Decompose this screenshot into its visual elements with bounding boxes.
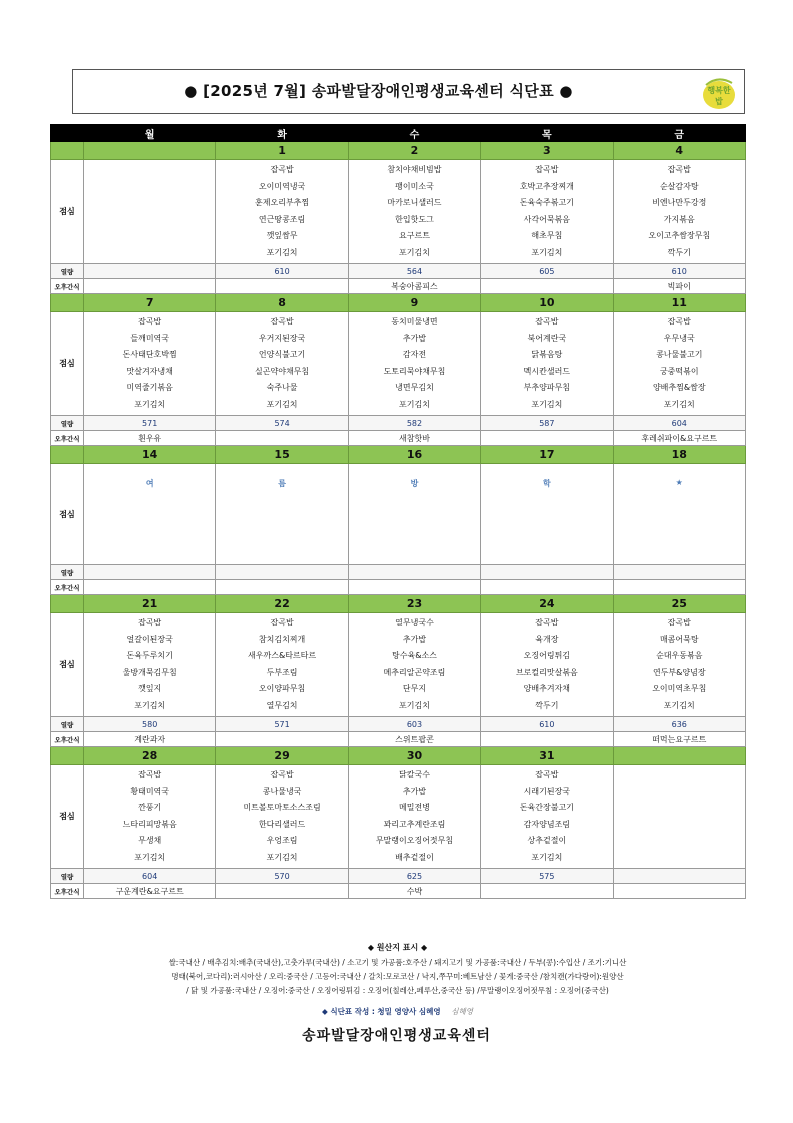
lunch-cell <box>481 613 613 717</box>
date-cell: 7 <box>84 294 216 312</box>
date-cell: 24 <box>481 595 613 613</box>
menu-item: 양배추겨자채 <box>523 684 571 694</box>
snack-cell: 스위트팝콘 <box>348 732 480 747</box>
snack-row <box>51 279 746 294</box>
menu-item: 미트볼토마토소스조림 <box>243 803 321 813</box>
menu-item: 잡곡밥 <box>138 770 162 779</box>
menu-item: 요구르트 <box>399 231 430 241</box>
date-cell: 28 <box>84 747 216 765</box>
date-cell: 9 <box>348 294 480 312</box>
menu-item: 포기김치 <box>531 852 563 862</box>
menu-item: 단무지 <box>402 684 427 694</box>
happy-meal-logo <box>698 73 738 111</box>
snack-cell <box>348 580 480 595</box>
menu-item: 양배추찜&쌈장 <box>652 383 706 393</box>
menu-item: 콩나물냉국 <box>262 786 302 796</box>
lunch-cell <box>348 613 480 717</box>
snack-cell <box>481 431 613 446</box>
snack-row <box>51 732 746 747</box>
menu-item: 닭칼국수 <box>399 770 430 779</box>
date-cell: 30 <box>348 747 480 765</box>
snack-cell <box>216 732 348 747</box>
menu-item: 참치김치찌개 <box>258 634 306 644</box>
lunch-cell <box>216 160 348 264</box>
menu-item: 잡곡밥 <box>535 770 559 779</box>
menu-item: 북어계란국 <box>527 333 567 343</box>
menu-item: 콩나물불고기 <box>656 350 703 360</box>
lunch-row <box>51 464 746 565</box>
date-cell: 8 <box>216 294 348 312</box>
menu-item: 한입핫도그 <box>395 214 434 224</box>
date-corner <box>51 142 84 160</box>
date-cell: 22 <box>216 595 348 613</box>
snack-cell <box>216 884 348 899</box>
kcal-cell <box>84 264 216 279</box>
menu-item: 포기김치 <box>134 852 166 862</box>
kcal-cell: 582 <box>348 416 480 431</box>
menu-item: 추가밥 <box>402 333 427 343</box>
menu-item: 육개장 <box>535 634 559 644</box>
kcal-cell: 625 <box>348 869 480 884</box>
origin-line-3: / 닭 및 가공품:국내산 / 오징어:중국산 / 오징어링튀김 : 오징어(칠레산,페루산,중국산 등) /무말랭이오징어젓무침 : 오징어(중국산) <box>186 986 609 995</box>
menu-item: 팽이미소국 <box>395 181 434 191</box>
snack-cell: 후레쉬파이&요구르트 <box>613 431 745 446</box>
menu-item: 잡곡밥 <box>667 317 691 326</box>
snack-label: 오후간식 <box>51 279 84 294</box>
author-line <box>50 1006 745 1017</box>
menu-item: 포기김치 <box>134 700 166 710</box>
menu-item: 오이미역냉국 <box>258 181 306 191</box>
menu-item: 순살감자탕 <box>659 181 699 191</box>
lunch-row <box>51 312 746 416</box>
snack-cell <box>216 431 348 446</box>
date-cell: 21 <box>84 595 216 613</box>
snack-cell: 복숭아콤피스 <box>348 279 480 294</box>
snack-cell <box>216 580 348 595</box>
menu-item: 감자양념조림 <box>523 819 571 829</box>
kcal-cell: 564 <box>348 264 480 279</box>
menu-item: 잡곡밥 <box>667 618 691 627</box>
signature: 심혜영 <box>451 1007 473 1016</box>
kcal-label: 열량 <box>51 264 84 279</box>
menu-item: 잡곡밥 <box>535 165 559 174</box>
snack-cell: 빅파이 <box>613 279 745 294</box>
menu-item: 오징어링튀김 <box>523 651 571 661</box>
lunch-row <box>51 613 746 717</box>
kcal-cell: 574 <box>216 416 348 431</box>
menu-item: 냉면무김치 <box>395 383 434 393</box>
vacation-cell: 름 <box>216 464 348 565</box>
svg-text:밥: 밥 <box>715 97 723 106</box>
menu-item: 순대우동볶음 <box>656 651 703 661</box>
svg-text:행복한: 행복한 <box>707 86 731 95</box>
snack-row <box>51 431 746 446</box>
snack-cell: 새참핫바 <box>348 431 480 446</box>
menu-item: 탕수육&소스 <box>392 651 437 661</box>
menu-item: 브로컬리맛살볶음 <box>515 667 578 677</box>
kcal-row <box>51 264 746 279</box>
lunch-cell <box>84 613 216 717</box>
menu-item: 포기김치 <box>663 700 695 710</box>
vacation-cell: 방 <box>348 464 480 565</box>
menu-item: 숙주나물 <box>266 383 298 393</box>
kcal-cell: 604 <box>613 416 745 431</box>
lunch-cell <box>216 765 348 869</box>
menu-item: 깍두기 <box>535 700 559 710</box>
kcal-cell: 575 <box>481 869 613 884</box>
menu-item: 포기김치 <box>399 399 430 409</box>
menu-item: 호박고추장찌개 <box>519 181 574 191</box>
snack-cell <box>216 279 348 294</box>
menu-item: 돈사태단호박찜 <box>122 350 177 360</box>
kcal-cell <box>481 565 613 580</box>
date-cell: 15 <box>216 446 348 464</box>
menu-item: 깐풍기 <box>138 803 162 813</box>
lunch-cell <box>613 613 745 717</box>
menu-item: 닭볶음탕 <box>531 350 563 360</box>
date-corner <box>51 747 84 765</box>
menu-item: 포기김치 <box>531 247 563 257</box>
kcal-row <box>51 416 746 431</box>
page-title: ● [2025년 7월] 송파발달장애인평생교육센터 식단표 ● <box>184 82 573 100</box>
lunch-row <box>51 765 746 869</box>
header-corner <box>51 125 84 142</box>
kcal-row <box>51 717 746 732</box>
snack-cell: 구운계란&요구르트 <box>84 884 216 899</box>
menu-item: 해초무침 <box>531 231 563 241</box>
kcal-cell <box>613 869 745 884</box>
date-cell: 31 <box>481 747 613 765</box>
kcal-cell <box>84 565 216 580</box>
menu-item: 우무냉국 <box>663 333 695 343</box>
snack-label: 오후간식 <box>51 431 84 446</box>
snack-cell: 떠먹는요구르트 <box>613 732 745 747</box>
menu-item: 두부조림 <box>266 667 298 677</box>
lunch-cell <box>348 312 480 416</box>
date-row <box>51 142 746 160</box>
weekday-1: 화 <box>216 125 348 142</box>
menu-item: 시래기된장국 <box>523 786 571 796</box>
kcal-label: 열량 <box>51 416 84 431</box>
weekday-2: 수 <box>348 125 480 142</box>
date-cell: 3 <box>481 142 613 160</box>
menu-item: 얼갈이된장국 <box>126 634 173 644</box>
menu-item: 미역줄기볶음 <box>126 383 173 393</box>
menu-item: 깻잎지 <box>138 684 162 694</box>
menu-item: 부추양파무침 <box>523 383 571 393</box>
lunch-label: 점심 <box>51 765 84 869</box>
menu-item: 연근땅콩조림 <box>258 214 306 224</box>
lunch-label: 점심 <box>51 312 84 416</box>
lunch-cell <box>84 312 216 416</box>
menu-item: 포기김치 <box>399 700 430 710</box>
menu-item: 돈육숙주볶고기 <box>519 198 574 208</box>
kcal-cell: 571 <box>216 717 348 732</box>
menu-item: 한다리샐러드 <box>258 819 306 829</box>
menu-item: 사각어묵볶음 <box>523 214 571 224</box>
menu-item: 우엉조림 <box>266 836 298 846</box>
menu-item: 깻잎쌈무 <box>266 231 298 241</box>
date-row <box>51 595 746 613</box>
snack-cell <box>613 580 745 595</box>
date-cell: 23 <box>348 595 480 613</box>
weekday-0: 월 <box>84 125 216 142</box>
menu-item: 오이양파무침 <box>258 684 306 694</box>
date-cell: 10 <box>481 294 613 312</box>
menu-item: 참치야채비빔밥 <box>387 165 442 174</box>
menu-item: 마카로니샐러드 <box>387 198 442 208</box>
menu-item: 훈제오리부추찜 <box>255 198 310 208</box>
menu-item: 잡곡밥 <box>138 317 162 326</box>
menu-item: 포기김치 <box>663 399 695 409</box>
menu-item: 잡곡밥 <box>535 618 559 627</box>
lunch-cell <box>348 160 480 264</box>
lunch-label: 점심 <box>51 613 84 717</box>
lunch-cell <box>481 160 613 264</box>
kcal-cell: 603 <box>348 717 480 732</box>
kcal-row <box>51 565 746 580</box>
lunch-cell <box>84 765 216 869</box>
menu-item: 오이고추쌈장무침 <box>648 231 711 241</box>
snack-label: 오후간식 <box>51 580 84 595</box>
menu-item: 잡곡밥 <box>270 770 294 779</box>
footer-title: 송파발달장애인평생교육센터 <box>302 1028 491 1044</box>
lunch-cell <box>216 312 348 416</box>
date-cell <box>613 747 745 765</box>
date-corner <box>51 446 84 464</box>
weekday-header <box>51 125 746 142</box>
snack-cell: 수박 <box>348 884 480 899</box>
menu-item: 포기김치 <box>531 399 563 409</box>
kcal-cell: 605 <box>481 264 613 279</box>
snack-cell <box>481 580 613 595</box>
menu-item: 열무냉국수 <box>395 618 434 627</box>
date-cell: 25 <box>613 595 745 613</box>
snack-label: 오후간식 <box>51 732 84 747</box>
date-corner <box>51 595 84 613</box>
menu-item: 잡곡밥 <box>270 165 294 174</box>
snack-cell <box>613 884 745 899</box>
menu-item: 무생채 <box>138 836 162 846</box>
date-cell: 1 <box>216 142 348 160</box>
menu-item: 포기김치 <box>399 247 430 257</box>
kcal-cell <box>613 565 745 580</box>
lunch-label: 점심 <box>51 160 84 264</box>
date-cell: 29 <box>216 747 348 765</box>
menu-item: 상추겉절이 <box>527 836 567 846</box>
menu-item: 돈육간장불고기 <box>519 803 574 813</box>
vacation-cell: 여 <box>84 464 216 565</box>
vacation-cell: ★ <box>613 464 745 565</box>
lunch-cell <box>481 765 613 869</box>
snack-cell <box>84 279 216 294</box>
menu-item: 잡곡밥 <box>667 165 691 174</box>
menu-item: 잡곡밥 <box>535 317 559 326</box>
snack-row <box>51 580 746 595</box>
menu-item: 추가밥 <box>402 634 427 644</box>
title-box <box>72 69 745 114</box>
kcal-cell: 610 <box>613 264 745 279</box>
lunch-cell <box>216 613 348 717</box>
menu-item: 들깨미역국 <box>130 333 170 343</box>
snack-cell <box>481 279 613 294</box>
kcal-cell: 570 <box>216 869 348 884</box>
author-text: ◆ 식단표 작성 : 청밀 영양사 심혜영 <box>322 1007 441 1016</box>
lunch-cell <box>84 160 216 264</box>
date-cell: 14 <box>84 446 216 464</box>
lunch-cell <box>348 765 480 869</box>
menu-item: 실곤약야채무침 <box>255 366 310 376</box>
menu-item: 감자전 <box>402 350 427 360</box>
menu-item: 도토리묵야채무침 <box>383 366 446 376</box>
menu-item: 황태미역국 <box>130 786 170 796</box>
menu-item: 잡곡밥 <box>270 618 294 627</box>
menu-item: 포기김치 <box>134 399 166 409</box>
lunch-row <box>51 160 746 264</box>
menu-item: 메추리알곤약조림 <box>383 667 446 677</box>
date-cell <box>84 142 216 160</box>
snack-row <box>51 884 746 899</box>
menu-item: 포기김치 <box>266 399 298 409</box>
kcal-cell: 604 <box>84 869 216 884</box>
menu-item: 잡곡밥 <box>138 618 162 627</box>
snack-label: 오후간식 <box>51 884 84 899</box>
menu-item: 매콤어묵탕 <box>659 634 699 644</box>
date-row <box>51 294 746 312</box>
vacation-cell: 학 <box>481 464 613 565</box>
menu-item: 오이미역초무침 <box>652 684 707 694</box>
lunch-label: 점심 <box>51 464 84 565</box>
date-cell: 4 <box>613 142 745 160</box>
menu-item: 멕시칸샐러드 <box>523 366 571 376</box>
menu-item: 깍두기 <box>667 247 691 257</box>
kcal-label: 열량 <box>51 869 84 884</box>
date-cell: 2 <box>348 142 480 160</box>
menu-item: 맛살겨자냉채 <box>126 366 173 376</box>
menu-item: 울방개묵김무침 <box>122 667 177 677</box>
menu-item: 무말랭이오징어젓무침 <box>375 836 454 846</box>
kcal-cell: 636 <box>613 717 745 732</box>
menu-item: 궁중떡볶이 <box>659 366 699 376</box>
menu-item: 포기김치 <box>266 247 298 257</box>
menu-item: 동치미물냉면 <box>391 317 438 326</box>
date-row <box>51 446 746 464</box>
menu-table <box>50 124 746 899</box>
lunch-cell <box>481 312 613 416</box>
date-cell: 16 <box>348 446 480 464</box>
menu-item: 배추겉절이 <box>395 852 434 862</box>
origin-heading: ◆ 원산지 표시 ◆ <box>367 943 428 952</box>
menu-item: 돈육두루치기 <box>126 651 173 661</box>
menu-item: 느타리피망볶음 <box>122 819 177 829</box>
kcal-cell: 610 <box>481 717 613 732</box>
weekday-3: 목 <box>481 125 613 142</box>
snack-cell <box>481 884 613 899</box>
menu-item: 메밀전병 <box>399 803 430 813</box>
menu-item: 가지볶음 <box>663 214 695 224</box>
kcal-cell <box>348 565 480 580</box>
lunch-cell <box>613 765 745 869</box>
menu-item: 꽈리고추계란조림 <box>383 819 446 829</box>
kcal-cell: 580 <box>84 717 216 732</box>
menu-item: 포기김치 <box>266 852 298 862</box>
menu-item: 열무김치 <box>266 700 298 710</box>
origin-line-2: 명태(북어,코다리):러시아산 / 오리:중국산 / 고등어:국내산 / 갈치:모로코산 / 낙지,쭈꾸미:베트남산 / 꽃게:중국산 /참치캔(가다랑어):원양산 <box>171 972 624 981</box>
date-cell: 11 <box>613 294 745 312</box>
date-cell: 18 <box>613 446 745 464</box>
kcal-label: 열량 <box>51 565 84 580</box>
menu-item: 잡곡밥 <box>270 317 294 326</box>
date-cell: 17 <box>481 446 613 464</box>
snack-cell: 흰우유 <box>84 431 216 446</box>
kcal-cell: 571 <box>84 416 216 431</box>
kcal-cell: 610 <box>216 264 348 279</box>
menu-item: 우거지된장국 <box>258 333 306 343</box>
snack-cell <box>481 732 613 747</box>
snack-cell <box>84 580 216 595</box>
origin-line-1: 쌀:국내산 / 배추김치:배추(국내산),고춧가루(국내산) / 소고기 및 가공품:호주산 / 돼지고기 및 가공품:국내산 / 두부(콩):수입산 / 조기:기니산 <box>168 958 627 967</box>
snack-cell: 계란과자 <box>84 732 216 747</box>
lunch-cell <box>613 312 745 416</box>
kcal-cell <box>216 565 348 580</box>
date-corner <box>51 294 84 312</box>
kcal-label: 열량 <box>51 717 84 732</box>
kcal-row <box>51 869 746 884</box>
menu-item: 추가밥 <box>402 786 427 796</box>
menu-item: 언양식불고기 <box>258 350 306 360</box>
menu-item: 연두부&양념장 <box>652 667 706 677</box>
kcal-cell: 587 <box>481 416 613 431</box>
weekday-4: 금 <box>613 125 745 142</box>
date-row <box>51 747 746 765</box>
menu-item: 비엔나만두강정 <box>652 198 707 208</box>
menu-item: 새우까스&타르타르 <box>248 651 317 661</box>
lunch-cell <box>613 160 745 264</box>
